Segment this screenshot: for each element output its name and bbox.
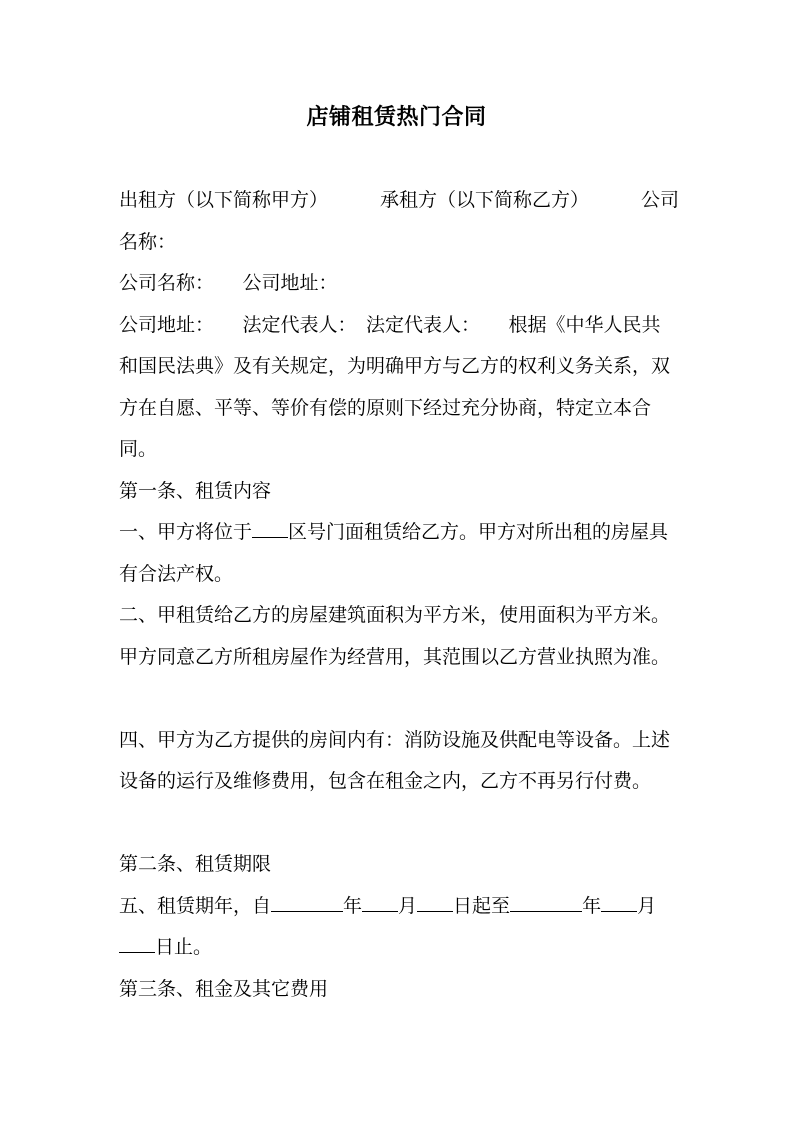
address-representative-paragraph: 公司地址： 法定代表人： 法定代表人： 根据《中华人民共和国民法典》及有关规定，为明确甲方与乙方的权利义务关系，双方在自愿、平等、等价有偿的原则下经过充分协商，特定立本合同。 — [119, 313, 671, 460]
clause-5-text-5: 年 — [582, 894, 602, 917]
clause-2: 二、甲租赁给乙方的房屋建筑面积为平方米，使用面积为平方米。甲方同意乙方所租房屋作为经营用，其范围以乙方营业执照为准。 — [119, 604, 671, 668]
parties-line — [119, 180, 679, 222]
document-title: 店铺租赁热门合同 — [306, 105, 487, 130]
fill-blank — [271, 891, 343, 912]
clause-5-text-4: 日起至 — [453, 894, 511, 917]
company-name-address-line: 公司名称： 公司地址： — [119, 272, 338, 294]
section-heading-3: 第三条、租金及其它费用 — [119, 977, 329, 1000]
fill-blank — [510, 891, 582, 912]
company-name-wrap: 名称： — [119, 230, 177, 253]
clause-1 — [119, 512, 679, 595]
clause-5-text-2: 年 — [343, 894, 363, 917]
fill-blank — [417, 891, 453, 912]
clause-4: 四、甲方为乙方提供的房间内有：消防设施及供配电等设备。上述设备的运行及维修费用，包含在租金之内，乙方不再另行付费。 — [119, 728, 671, 792]
fill-blank — [119, 932, 155, 953]
clause-1-text-a: 一、甲方将位于 — [119, 521, 253, 543]
clause-5-text-3: 月 — [398, 894, 418, 917]
company-label-start: 公司 — [640, 189, 679, 211]
document-body — [119, 180, 679, 1010]
section-heading-1: 第一条、租赁内容 — [119, 479, 272, 502]
lessor-label: 出租方（以下简称甲方） — [119, 189, 329, 211]
clause-5-text-7: 日止。 — [155, 936, 213, 958]
fill-blank — [252, 517, 288, 538]
lessee-label: 承租方（以下简称乙方） — [379, 189, 589, 211]
clause-5-text-1: 五、租赁期年，自 — [119, 894, 272, 917]
clause-5 — [119, 886, 679, 969]
clause-5-text-6: 月 — [637, 894, 657, 917]
fill-blank — [362, 891, 398, 912]
clause-1-text-b: 区号门面租赁给乙方。甲方对所出租的房屋具有合法产权。 — [119, 521, 669, 585]
fill-blank — [601, 891, 637, 912]
section-heading-2: 第二条、租赁期限 — [119, 853, 272, 875]
